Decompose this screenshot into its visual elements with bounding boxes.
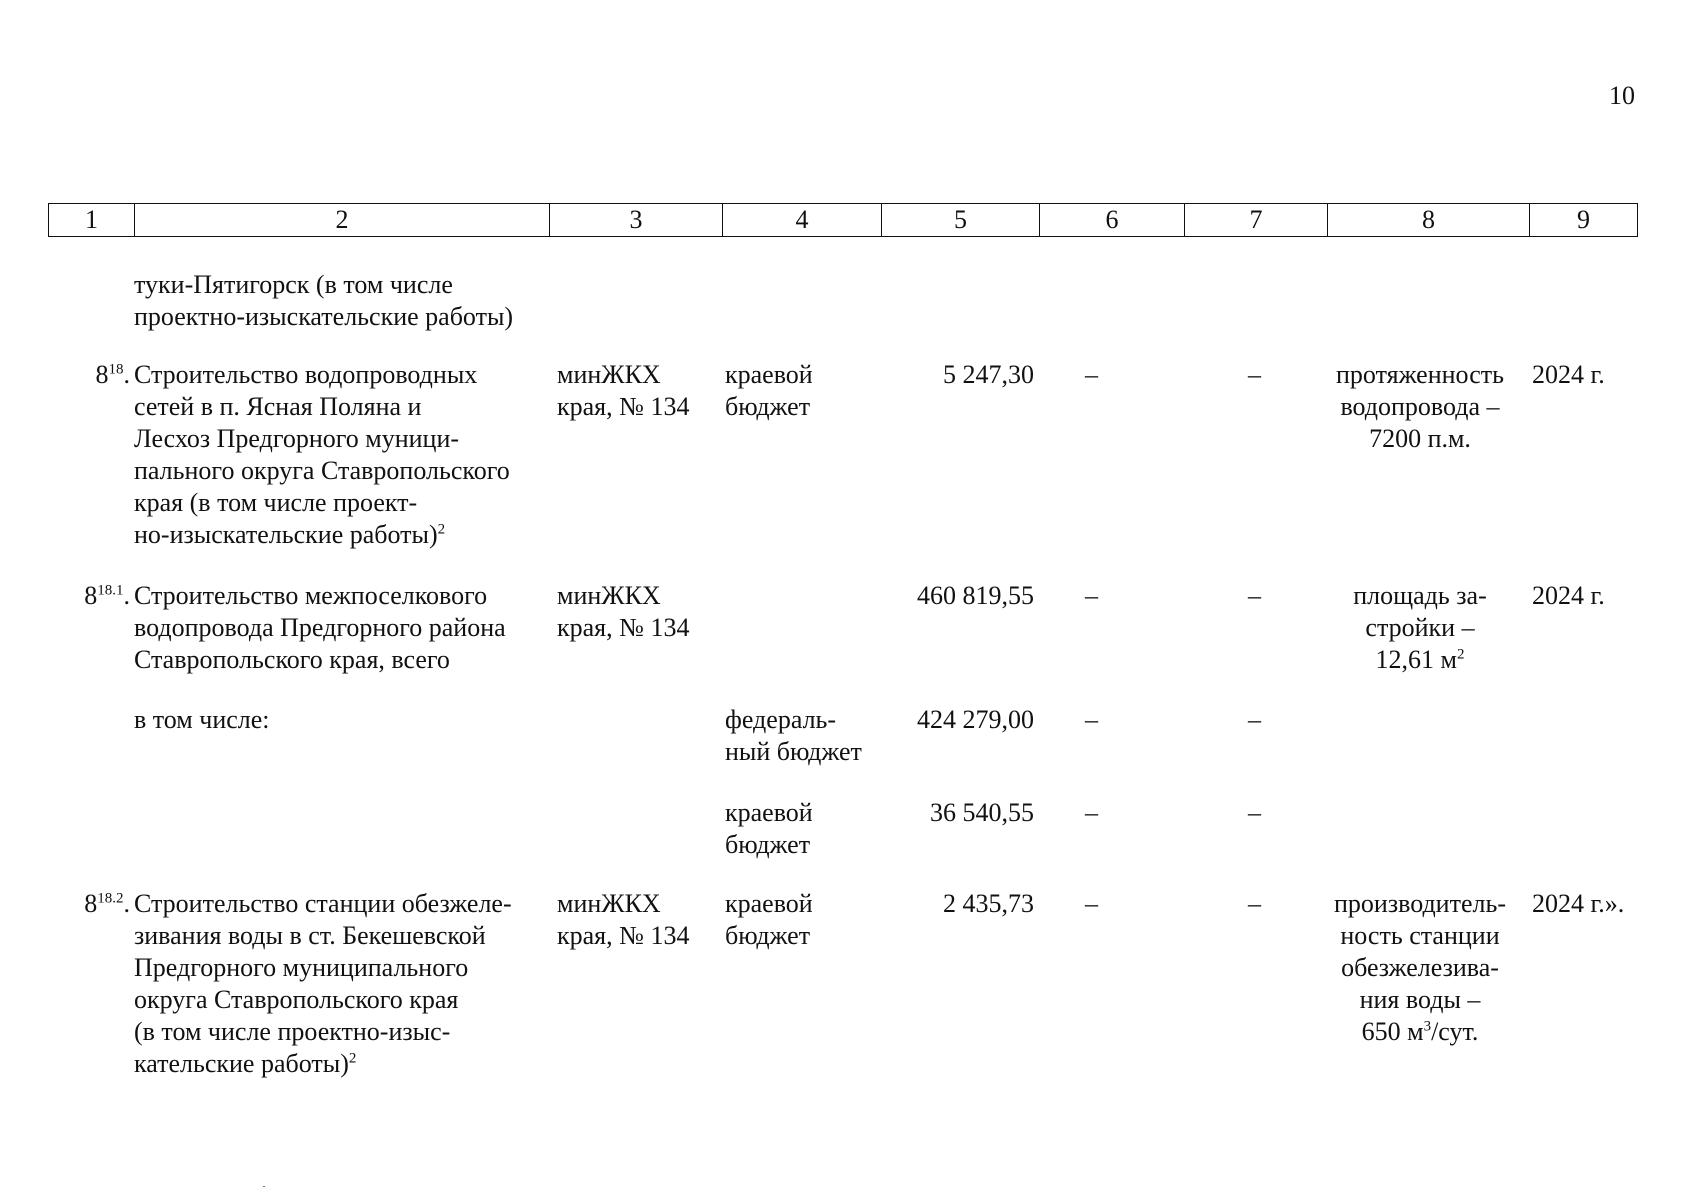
text-line: обезжелезива- xyxy=(1341,953,1499,982)
row-number-sup: 18.2 xyxy=(97,890,124,907)
text-line: стройки – xyxy=(1365,613,1475,642)
text-line: края, № 134 xyxy=(557,921,690,950)
row-8-18-2-col6: – xyxy=(1085,889,1098,918)
header-col-8: 8 xyxy=(1328,204,1530,237)
text-line: округа Ставропольского края xyxy=(134,985,459,1014)
text-line: краевой xyxy=(725,889,813,918)
row-number: 8 xyxy=(84,581,98,610)
row-8-18-col6: – xyxy=(1085,360,1098,389)
text-line: сетей в п. Ясная Поляна и xyxy=(134,392,422,421)
header-col-5: 5 xyxy=(882,204,1040,237)
text-line: минЖКХ xyxy=(557,581,661,610)
row-8-18-amount: 5 247,30 xyxy=(943,360,1034,389)
text-line: площадь за- xyxy=(1353,581,1487,610)
row-8-18-1-amount: 460 819,55 xyxy=(917,581,1034,610)
text-line: края, № 134 xyxy=(557,613,690,642)
text-line: /сут. xyxy=(1431,1017,1479,1046)
header-col-6: 6 xyxy=(1040,204,1185,237)
row-8-18-2-name xyxy=(134,888,546,1080)
row-8-18-2-source xyxy=(725,888,885,952)
row-number-sup: 18 xyxy=(108,361,124,378)
row-8-18-1-name xyxy=(134,580,546,676)
regional-budget-col6: – xyxy=(1085,798,1098,827)
row-number-suffix: . xyxy=(123,581,130,610)
text-line: Предгорного муниципального xyxy=(134,953,469,982)
header-col-1: 1 xyxy=(49,204,135,237)
text-line: 650 м xyxy=(1361,1017,1424,1046)
text-line: ный бюджет xyxy=(725,737,862,766)
federal-budget-col6: – xyxy=(1085,705,1098,734)
text-line: кательские работы) xyxy=(134,1049,349,1078)
row-number-sup: 18.1 xyxy=(97,582,124,599)
footnote-mark: 2 xyxy=(437,521,446,538)
row-number-suffix: . xyxy=(123,889,130,918)
text-line: проектно-изыскательские работы) xyxy=(134,302,514,331)
text-line: федераль- xyxy=(725,705,837,734)
row-8-18-1-col7: – xyxy=(1248,581,1261,610)
row-number-8-18 xyxy=(50,359,130,391)
unit-exponent: 2 xyxy=(1456,646,1465,663)
text-line-with-footnote xyxy=(134,1048,546,1080)
row-number-8-18-1 xyxy=(50,580,130,612)
row-8-18-2-executor xyxy=(557,888,717,952)
text-line: минЖКХ xyxy=(557,889,661,918)
header-col-9: 9 xyxy=(1530,204,1638,237)
footnote-mark: 2 xyxy=(348,1050,357,1067)
row-number: 8 xyxy=(84,889,98,918)
continuation-text xyxy=(134,269,546,333)
text-line: пального округа Ставропольского xyxy=(134,456,510,485)
text-line: края (в том числе проект- xyxy=(134,488,418,517)
header-col-2: 2 xyxy=(135,204,550,237)
text-line: края, № 134 xyxy=(557,392,690,421)
text-line: но-изыскательские работы) xyxy=(134,520,438,549)
row-8-18-2-year: 2024 г.». xyxy=(1532,889,1625,918)
regional-budget-amount: 36 540,55 xyxy=(930,798,1034,827)
federal-budget-source xyxy=(725,704,885,768)
text-line: протяженность xyxy=(1336,360,1504,389)
text-line: Строительство межпоселкового xyxy=(134,581,488,610)
text-line: туки-Пятигорск (в том числе xyxy=(134,270,453,299)
text-line: Лесхоз Предгорного муници- xyxy=(134,424,460,453)
federal-budget-amount: 424 279,00 xyxy=(917,705,1034,734)
text-line-with-superscript xyxy=(1315,1016,1525,1048)
text-line: производитель- xyxy=(1334,889,1506,918)
text-line: Строительство станции обезжеле- xyxy=(134,889,512,918)
row-8-18-1-indicator xyxy=(1315,580,1525,676)
text-line: минЖКХ xyxy=(557,360,661,389)
text-line: краевой xyxy=(725,798,813,827)
federal-budget-col7: – xyxy=(1248,705,1261,734)
text-line: зивания воды в ст. Бекешевской xyxy=(134,921,486,950)
text-line: 7200 п.м. xyxy=(1369,424,1471,453)
text-line-with-footnote xyxy=(134,519,546,551)
text-line: бюджет xyxy=(725,392,811,421)
header-col-7: 7 xyxy=(1185,204,1328,237)
page-number: 10 xyxy=(1609,81,1635,110)
row-8-18-executor xyxy=(557,359,717,423)
row-8-18-col7: – xyxy=(1248,360,1261,389)
text-line: ность станции xyxy=(1340,921,1500,950)
scan-artifact xyxy=(263,1186,265,1187)
text-line: 12,61 м xyxy=(1375,645,1457,674)
text-line-with-superscript xyxy=(1315,644,1525,676)
row-8-18-1-executor xyxy=(557,580,717,644)
row-8-18-1-col6: – xyxy=(1085,581,1098,610)
text-line: водопровода Предгорного района xyxy=(134,613,506,642)
text-line: Строительство водопроводных xyxy=(134,360,478,389)
row-8-18-indicator xyxy=(1315,359,1525,455)
header-col-3: 3 xyxy=(550,204,723,237)
text-line: (в том числе проектно-изыс- xyxy=(134,1017,451,1046)
column-number-header xyxy=(48,203,1638,237)
row-number-suffix: . xyxy=(123,360,130,389)
text-line: ния воды – xyxy=(1359,985,1481,1014)
row-8-18-year: 2024 г. xyxy=(1532,360,1605,389)
unit-exponent: 3 xyxy=(1423,1018,1432,1035)
row-8-18-1-year: 2024 г. xyxy=(1532,581,1605,610)
row-8-18-2-indicator xyxy=(1315,888,1525,1048)
row-8-18-source xyxy=(725,359,885,423)
regional-budget-source xyxy=(725,797,885,861)
text-line: бюджет xyxy=(725,921,811,950)
text-line: Ставропольского края, всего xyxy=(134,645,450,674)
text-line: бюджет xyxy=(725,830,811,859)
regional-budget-col7: – xyxy=(1248,798,1261,827)
row-number: 8 xyxy=(95,360,109,389)
row-8-18-2-amount: 2 435,73 xyxy=(943,889,1034,918)
row-8-18-2-col7: – xyxy=(1248,889,1261,918)
header-col-4: 4 xyxy=(723,204,882,237)
text-line: водопровода – xyxy=(1340,392,1500,421)
including-label: в том числе: xyxy=(134,705,270,734)
row-8-18-name xyxy=(134,359,546,551)
row-number-8-18-2 xyxy=(50,888,130,920)
text-line: краевой xyxy=(725,360,813,389)
